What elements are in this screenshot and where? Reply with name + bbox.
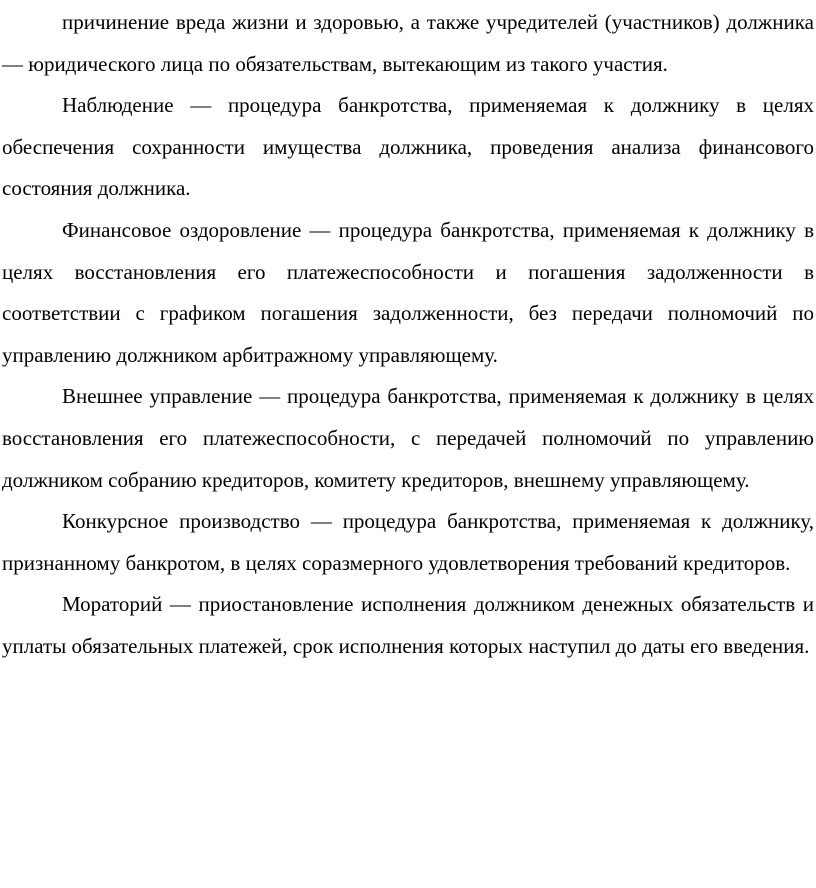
paragraph-continuation: причинение вреда жизни и здоровью, а также учредителей (участников) должника — юридического лица по обязательствам, вытекающим из такого участия. bbox=[2, 10, 814, 76]
paragraph-observation: Наблюдение — процедура банкротства, применяемая к должнику в целях обеспечения сохранности имущества должника, проведения анализа финансового состояния должника. bbox=[2, 93, 814, 201]
document-page bbox=[0, 2, 816, 888]
paragraph-bankruptcy-proceedings: Конкурсное производство — процедура банкротства, применяемая к должнику, признанному банкротом, в целях соразмерного удовлетворения требований кредиторов. bbox=[2, 509, 814, 575]
paragraph-moratorium: Мораторий — приостановление исполнения должником денежных обязательств и уплаты обязательных платежей, срок исполнения которых наступил до даты его введения. bbox=[2, 592, 814, 658]
paragraph-financial-recovery: Финансовое оздоровление — процедура банкротства, применяемая к должнику в целях восстановления его платежеспособности и погашения задолженности в соответствии с графиком погашения задолженности, без передачи полномочий по управлению должником арбитражному управляющему. bbox=[2, 217, 814, 367]
paragraph-external-management: Внешнее управление — процедура банкротства, применяемая к должнику в целях восстановления его платежеспособности, с передачей полномочий по управлению должником собранию кредиторов, комитету кредиторов, внешнему управляющему. bbox=[2, 384, 814, 492]
